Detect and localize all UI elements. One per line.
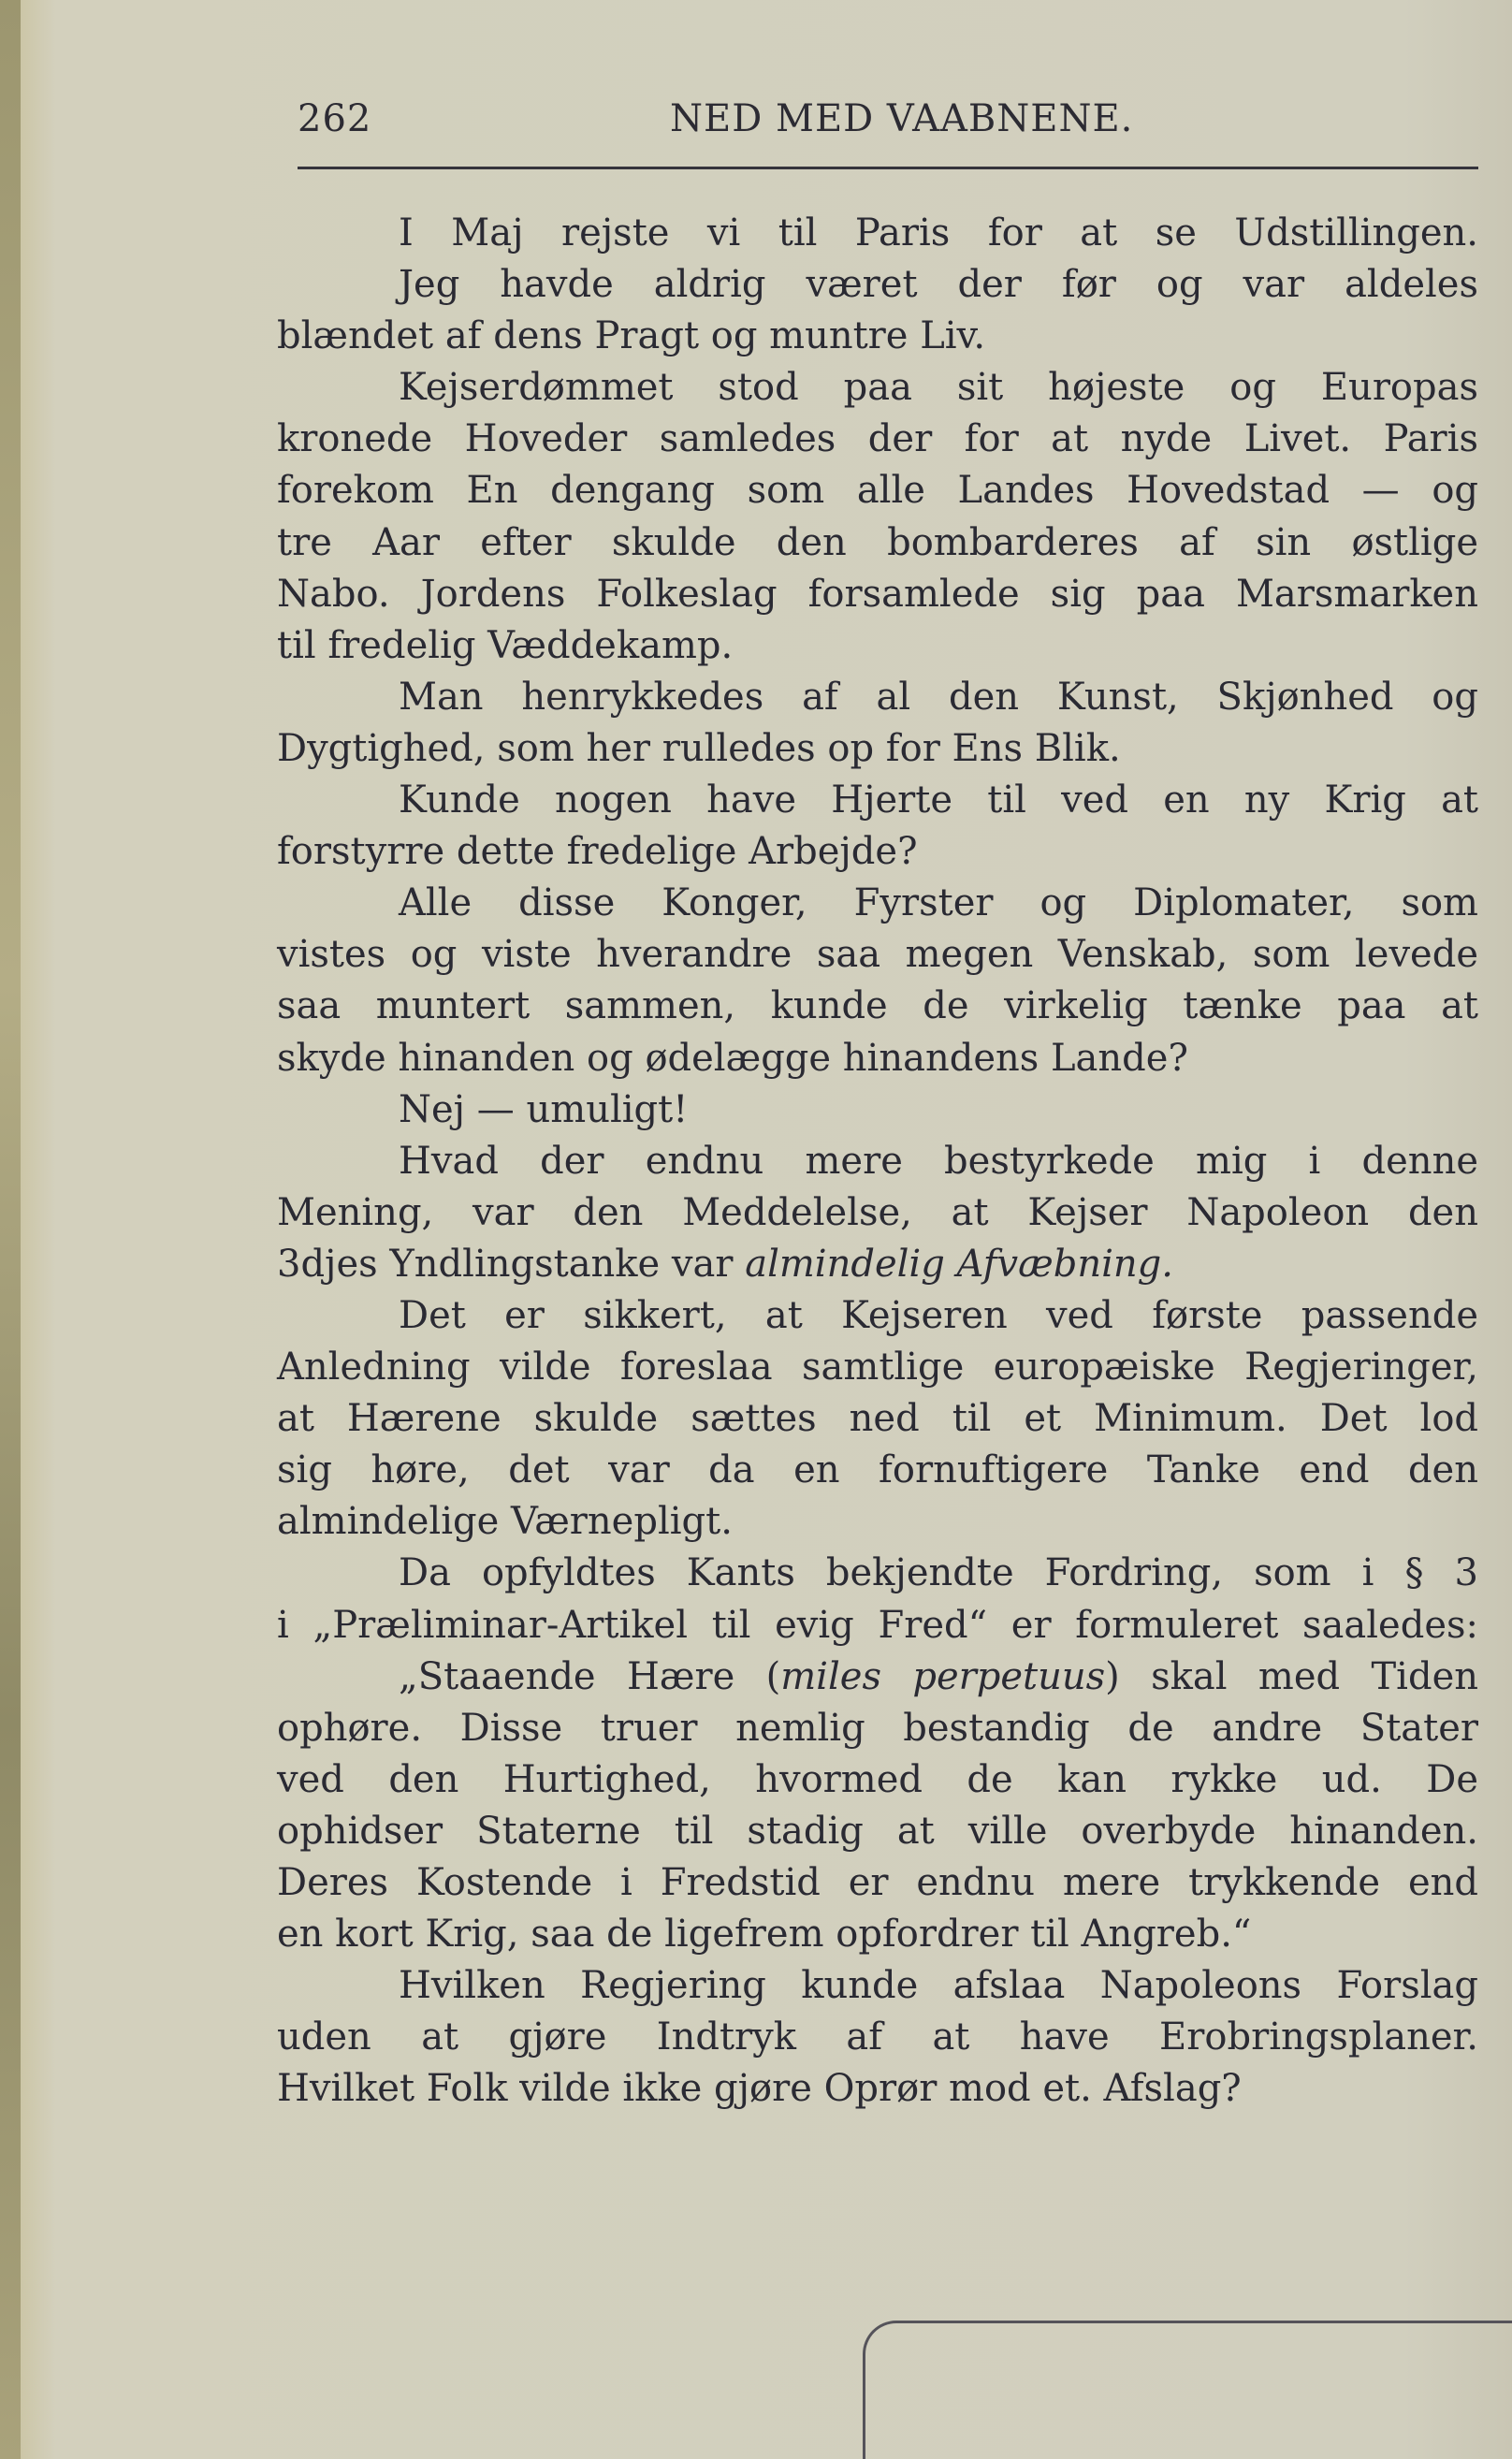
text-line: Deres Kostende i Fredstid er endnu mere trykkende end (277, 1861, 1478, 1904)
text-line: I Maj rejste vi til Paris for at se Udstillingen. (399, 211, 1478, 255)
page-number: 262 (298, 97, 372, 140)
text-line: Dygtighed, som her rulledes op for Ens Blik. (277, 726, 1121, 770)
text-line: til fredelig Væddekamp. (277, 623, 734, 667)
text-line: Mening, var den Meddelelse, at Kejser Napoleon den (277, 1190, 1478, 1234)
text-line: 3djes Yndlingstanke var almindelig Afvæbning. (277, 1242, 1173, 1286)
italic-phrase: almindelig Afvæbning. (745, 1242, 1173, 1286)
text-line: Hvad der endnu mere bestyrkede mig i denne (399, 1139, 1478, 1183)
text-line: en kort Krig, saa de ligefrem opfordrer til Angreb.“ (277, 1913, 1252, 1957)
text-line: at Hærene skulde sættes ned til et Minimum. Det lod (277, 1397, 1478, 1441)
text-line: blændet af dens Pragt og muntre Liv. (277, 314, 986, 358)
text-line: tre Aar efter skulde den bombarderes af sin østlige (277, 520, 1478, 564)
text-line: skyde hinanden og ødelægge hinandens Lande? (277, 1036, 1188, 1080)
text-line: kronede Hoveder samledes der for at nyde Livet. Paris (277, 417, 1478, 461)
text-line: Kunde nogen have Hjerte til ved en ny Krig at (399, 778, 1478, 822)
text-line: saa muntert sammen, kunde de virkelig tænke paa at (277, 984, 1478, 1028)
text-line: Hvilket Folk vilde ikke gjøre Oprør mod et. Afslag? (277, 2067, 1242, 2111)
italic-phrase: miles perpetuus (780, 1654, 1106, 1698)
text-line: Kejserdømmet stod paa sit højeste og Europas (399, 366, 1478, 410)
text-line: almindelige Værnepligt. (277, 1500, 733, 1544)
text-line: sig høre, det var da en fornuftigere Tanke end den (277, 1448, 1478, 1492)
running-header (298, 97, 1478, 153)
text-line: uden at gjøre Indtryk af at have Erobringsplaner. (277, 2015, 1478, 2059)
header-rule (298, 167, 1478, 169)
text-line: Nabo. Jordens Folkeslag forsamlede sig paa Marsmarken (277, 572, 1478, 616)
text-line: Alle disse Konger, Fyrster og Diplomater, som (399, 881, 1478, 925)
text-line: Hvilken Regjering kunde afslaa Napoleons Forslag (399, 1964, 1478, 2008)
text-line: Anledning vilde foreslaa samtlige europæiske Regjeringer, (277, 1346, 1478, 1390)
text-line: forekom En dengang som alle Landes Hovedstad — og (277, 469, 1478, 513)
text-line: Nej — umuligt! (399, 1087, 689, 1131)
text-line: „Staaende Hære (miles perpetuus) skal med Tiden (399, 1654, 1479, 1698)
text-line: Da opfyldtes Kants bekjendte Fordring, som i § 3 (399, 1551, 1478, 1595)
text-line: i „Præliminar-Artikel til evig Fred“ er formuleret saaledes: (277, 1603, 1478, 1647)
body-text (277, 208, 1478, 2115)
text-line: Man henrykkedes af al den Kunst, Skjønhed og (399, 675, 1478, 719)
text-line: ophidser Staterne til stadig at ville overbyde hinanden. (277, 1809, 1478, 1853)
running-title: NED MED VAABNENE. (670, 97, 1134, 140)
text-line: Det er sikkert, at Kejseren ved første passende (399, 1293, 1478, 1337)
library-label-frame (863, 2321, 1512, 2459)
text-line: forstyrre dette fredelige Arbejde? (277, 830, 918, 874)
text-line: ophøre. Disse truer nemlig bestandig de andre Stater (277, 1706, 1478, 1750)
text-line: Jeg havde aldrig været der før og var aldeles (399, 263, 1478, 307)
text-line: vistes og viste hverandre saa megen Venskab, som levede (277, 933, 1478, 977)
text-line: ved den Hurtighed, hvormed de kan rykke ud. De (277, 1757, 1478, 1801)
book-spine-edge (0, 0, 21, 2459)
